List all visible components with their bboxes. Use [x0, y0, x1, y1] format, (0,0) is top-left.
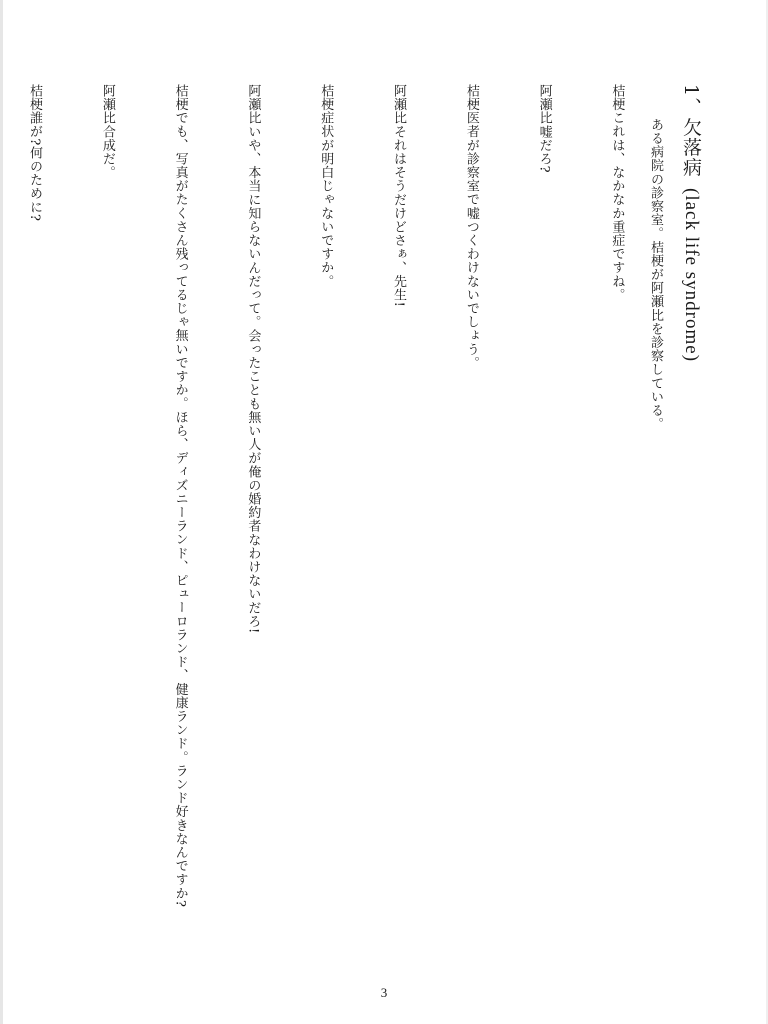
speaker-name: 阿瀬比	[99, 84, 115, 125]
chapter-heading	[676, 84, 706, 964]
dialogue-line	[336, 84, 409, 964]
dialogue-text: 医者が診察室で嘘つくわけないでしょう。	[463, 111, 479, 370]
page-number: 3	[380, 985, 388, 1000]
dialogue-text: 誰が?何のために?	[27, 111, 43, 222]
dialogue-line	[45, 84, 118, 964]
dialogue-line	[555, 84, 628, 964]
dialogue-text: それはそうだけどさぁ、先生!	[391, 124, 407, 308]
dialogue-text: 嘘だろ?	[536, 124, 552, 174]
dialogue-text: 症状が明白じゃないですか。	[318, 111, 334, 289]
dialogue-line	[263, 84, 336, 964]
chapter-number: 1、	[680, 84, 702, 118]
speaker-name: 桔梗	[609, 84, 625, 112]
dialogue-text: でも、写真がたくさん残ってるじゃ無いですか。ほら、ディズニーランド、ピューロランド、健康ランド。ランド好きなんですか?	[172, 111, 188, 908]
speaker-name: 阿瀬比	[536, 84, 552, 125]
dialogue-line	[482, 84, 555, 964]
speaker-name: 桔梗	[27, 84, 43, 112]
dialogue-line	[191, 84, 264, 964]
speaker-name: 桔梗	[318, 84, 334, 112]
script-page	[0, 84, 706, 964]
scene-direction: ある病院の診察室。桔梗が阿瀬比を診察している。	[648, 117, 663, 431]
speaker-name: 桔梗	[463, 84, 479, 112]
dialogue-text: これは、なかなか重症ですね。	[609, 111, 625, 302]
dialogue-line	[0, 84, 45, 964]
chapter-title-en: (lack life syndrome)	[681, 188, 702, 363]
dialogue-line	[409, 84, 482, 964]
speaker-name: 阿瀬比	[245, 84, 261, 125]
dialogue-text: いや、本当に知らないんだって。会ったことも無い人が俺の婚約者なわけないだろ!	[245, 124, 261, 634]
dialogue-text: 合成だ。	[99, 124, 115, 180]
chapter-title-ja: 欠落病	[680, 117, 702, 178]
speaker-name: 桔梗	[172, 84, 188, 112]
dialogue-line	[118, 84, 191, 964]
speaker-name: 阿瀬比	[391, 84, 407, 125]
